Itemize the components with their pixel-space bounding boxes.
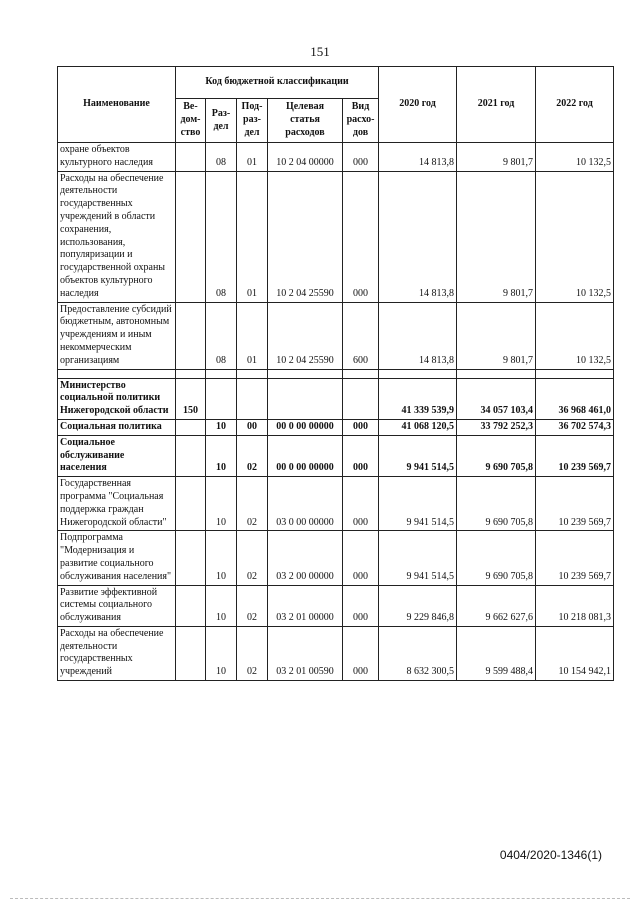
row-podrazdel: 02 [237,626,268,680]
row-razdel [206,378,237,419]
row-2021: 9 690 705,8 [457,531,536,585]
row-2021: 9 801,7 [457,171,536,302]
row-2020: 14 813,8 [379,171,457,302]
row-name: Расходы на обеспечение деятельности государственных учреждений в области сохранения, использования, популяризации и государственной охраны объектов культурного наследия [58,171,176,302]
row-2022: 36 702 574,3 [536,419,614,435]
row-2021: 34 057 103,4 [457,378,536,419]
row-razdel: 10 [206,626,237,680]
row-vid: 000 [343,143,379,172]
row-vid: 000 [343,477,379,531]
row-name: Предоставление субсидий бюджетным, автономным учреждениям и иным некоммерческим организациям [58,302,176,369]
row-2022: 10 239 569,7 [536,531,614,585]
table-row [58,585,614,626]
row-target: 03 2 01 00590 [268,626,343,680]
row-razdel: 10 [206,477,237,531]
row-podrazdel: 02 [237,477,268,531]
row-2021: 9 662 627,6 [457,585,536,626]
row-name: Подпрограмма "Модернизация и развитие социального обслуживания населения" [58,531,176,585]
row-podrazdel: 02 [237,531,268,585]
row-target: 03 2 01 00000 [268,585,343,626]
row-vid: 000 [343,171,379,302]
row-podrazdel: 02 [237,585,268,626]
header-razdel: Раз-дел [206,99,237,143]
row-2022: 36 968 461,0 [536,378,614,419]
row-name: Социальное обслуживание населения [58,435,176,476]
table-row [58,302,614,369]
row-2020: 8 632 300,5 [379,626,457,680]
row-2021: 9 801,7 [457,143,536,172]
row-vid [343,378,379,419]
row-vid: 000 [343,585,379,626]
row-2020: 14 813,8 [379,302,457,369]
row-2020: 9 229 846,8 [379,585,457,626]
row-ved: 150 [176,378,206,419]
row-vid: 600 [343,302,379,369]
header-target: Целевая статья расходов [268,99,343,143]
header-classification: Код бюджетной классификации [176,67,379,99]
row-2022: 10 132,5 [536,143,614,172]
row-razdel: 08 [206,171,237,302]
header-vedomstvo: Ве-дом-ство [176,99,206,143]
table-row [58,419,614,435]
row-2021: 33 792 252,3 [457,419,536,435]
row-2021: 9 599 488,4 [457,626,536,680]
row-vid: 000 [343,531,379,585]
page-number: 151 [310,44,330,59]
row-podrazdel: 01 [237,171,268,302]
row-target: 03 0 00 00000 [268,477,343,531]
row-target [268,378,343,419]
header-podrazdel: Под-раз-дел [237,99,268,143]
row-2022: 10 154 942,1 [536,626,614,680]
header-2020: 2020 год [379,67,457,143]
row-2022: 10 132,5 [536,171,614,302]
table-row [58,477,614,531]
row-ved [176,585,206,626]
header-vid: Вид расхо-дов [343,99,379,143]
row-podrazdel: 01 [237,302,268,369]
row-razdel: 10 [206,531,237,585]
row-vid: 000 [343,419,379,435]
row-target: 10 2 04 25590 [268,302,343,369]
row-razdel: 08 [206,302,237,369]
header-2022: 2022 год [536,67,614,143]
row-2020: 41 068 120,5 [379,419,457,435]
row-podrazdel: 01 [237,143,268,172]
row-ved [176,531,206,585]
row-name: Расходы на обеспечение деятельности государственных учреждений [58,626,176,680]
row-vid: 000 [343,435,379,476]
row-podrazdel: 02 [237,435,268,476]
table-row [58,143,614,172]
row-target: 03 2 00 00000 [268,531,343,585]
row-2020: 14 813,8 [379,143,457,172]
row-vid: 000 [343,626,379,680]
row-ved [176,626,206,680]
table-row [58,531,614,585]
row-2021: 9 690 705,8 [457,435,536,476]
row-2020: 41 339 539,9 [379,378,457,419]
row-podrazdel [237,378,268,419]
row-name: Развитие эффективной системы социального обслуживания [58,585,176,626]
row-ved [176,435,206,476]
row-target: 00 0 00 00000 [268,435,343,476]
row-ved [176,419,206,435]
header-name: Наименование [58,67,176,143]
row-2020: 9 941 514,5 [379,435,457,476]
row-ved [176,171,206,302]
table-row [58,378,614,419]
table-row [58,171,614,302]
row-ved [176,477,206,531]
table-row [58,626,614,680]
row-name: Социальная политика [58,419,176,435]
row-name: охране объектов культурного наследия [58,143,176,172]
spacer-row [58,369,614,378]
row-2021: 9 690 705,8 [457,477,536,531]
row-2022: 10 239 569,7 [536,435,614,476]
row-ved [176,143,206,172]
row-ved [176,302,206,369]
row-name: Государственная программа "Социальная поддержка граждан Нижегородской области" [58,477,176,531]
document-code: 0404/2020-1346(1) [499,848,602,862]
header-2021: 2021 год [457,67,536,143]
row-2020: 9 941 514,5 [379,531,457,585]
row-2022: 10 239 569,7 [536,477,614,531]
row-2021: 9 801,7 [457,302,536,369]
budget-table [57,66,614,681]
row-2020: 9 941 514,5 [379,477,457,531]
table-row [58,435,614,476]
row-target: 10 2 04 25590 [268,171,343,302]
row-razdel: 10 [206,419,237,435]
row-target: 00 0 00 00000 [268,419,343,435]
row-podrazdel: 00 [237,419,268,435]
row-name: Министерство социальной политики Нижегородской области [58,378,176,419]
scan-edge-rule [10,898,630,899]
row-razdel: 10 [206,585,237,626]
row-razdel: 08 [206,143,237,172]
row-razdel: 10 [206,435,237,476]
row-2022: 10 218 081,3 [536,585,614,626]
row-target: 10 2 04 00000 [268,143,343,172]
row-2022: 10 132,5 [536,302,614,369]
